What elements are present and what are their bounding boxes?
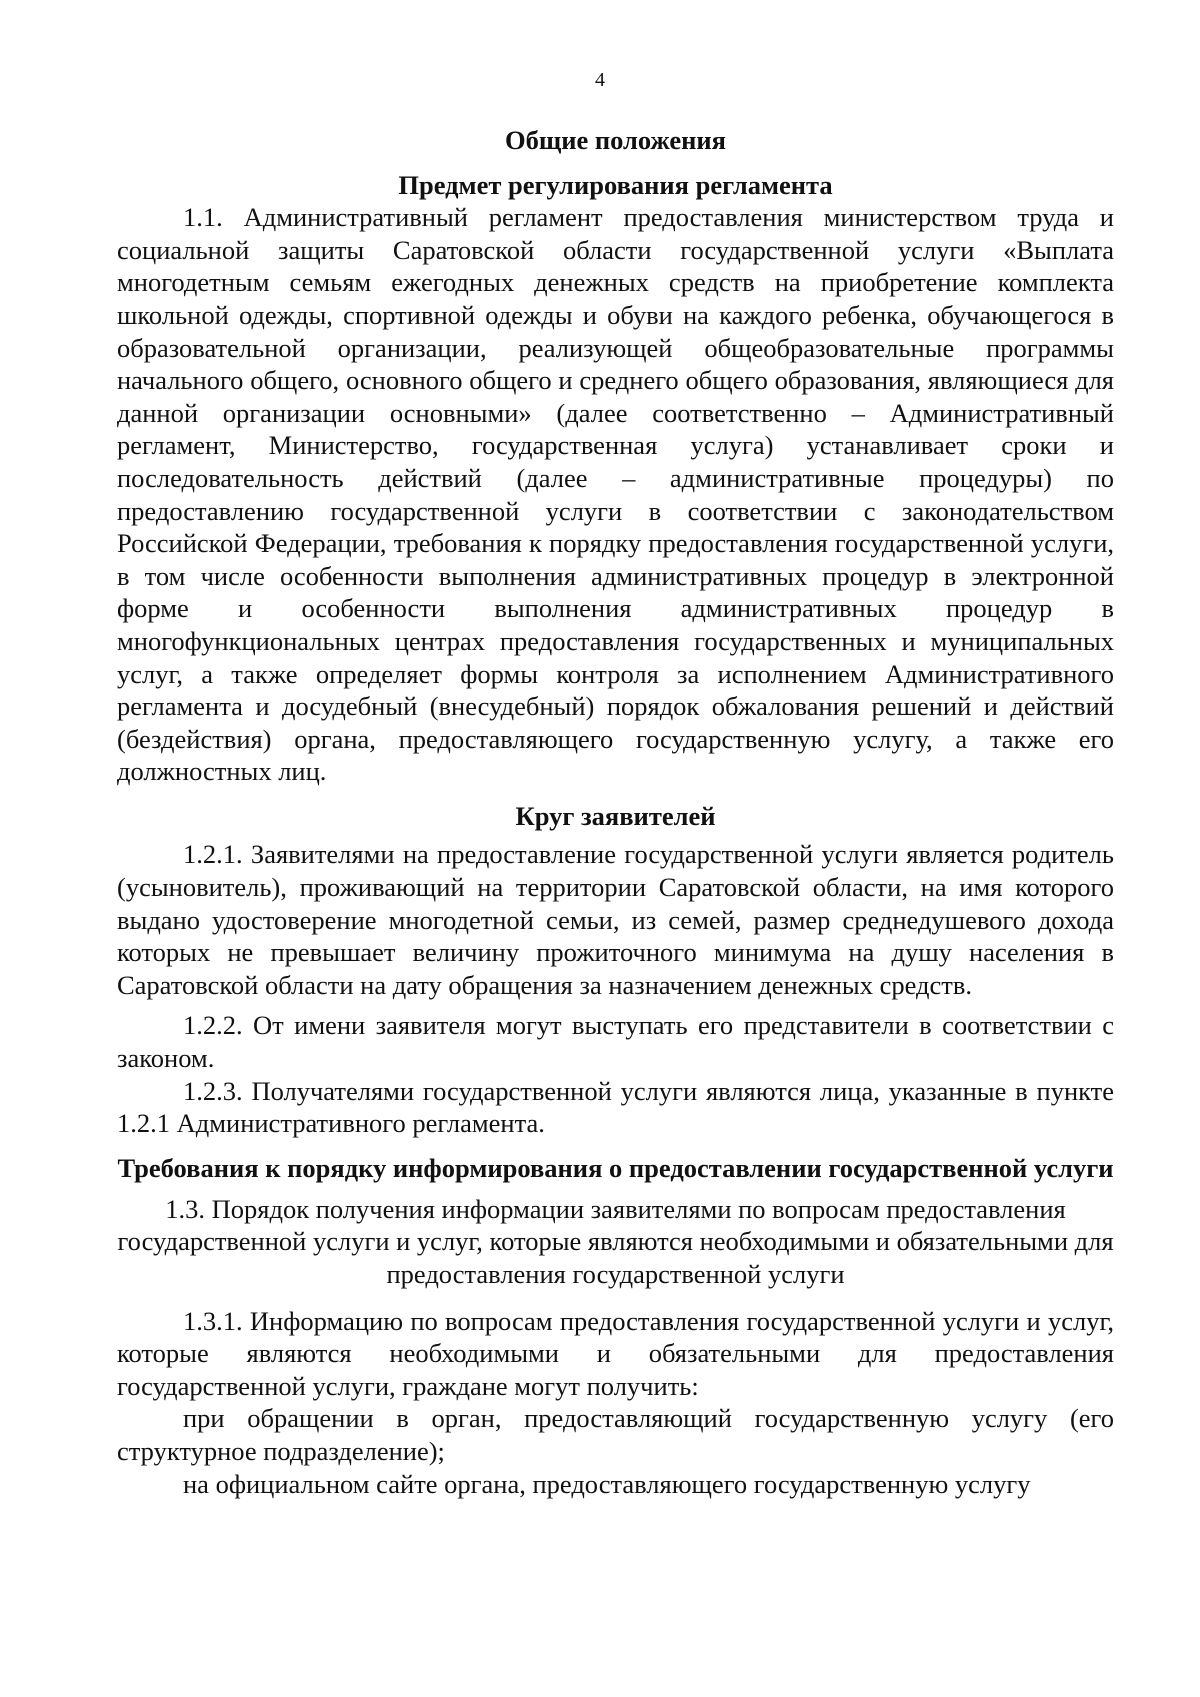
paragraph-official-site: на официальном сайте органа, предоставляющего государственную услугу [183,1468,1031,1499]
heading-applicants: Круг заявителей [515,800,716,831]
paragraph-1-3-1: 1.3.1. Информацию по вопросам предоставления государственной услуги и услуг, которые являются необходимыми и обязательными для предоставления государственной услуги, граждане могут получить: [117,1305,1114,1401]
paragraph-1-2-3: 1.2.3. Получателями государственной услуги являются лица, указанные в пункте 1.2.1 Административного регламента. [117,1075,1114,1139]
paragraph-1-1: 1.1. Административный регламент предоставления министерством труда и социальной защиты Саратовской области государственной услуги «Выплата многодетным семьям ежегодных денежных средств на приобретение комплекта школьной одежды, спортивной одежды и обуви на каждого ребенка, обучающегося в образовательной организации, реализующей общеобразовательные программы начального общего, основного общего и среднего общего образования, являющиеся для данной организации основными» (далее соответственно – Административный регламент, Министерство, государственная услуга) устанавливает сроки и последовательность действий (далее – административные процедуры) по предоставлению государственной услуги в соответствии с законодательством Российской Федерации, требования к порядку предоставления государственной услуги, в том числе особенности выполнения административных процедур в электронной форме и особенности выполнения административных процедур в многофункциональных центрах предоставления государственных и муниципальных услуг, а также определяет формы контроля за исполнением Административного регламента и досудебный (внесудебный) порядок обжалования решений и действий (бездействия) органа, предоставляющего государственную услугу, а также его должностных лиц. [117,202,1114,787]
page-number: 4 [595,69,605,91]
paragraph-1-2-1: 1.2.1. Заявителями на предоставление государственной услуги является родитель (усыновитель), проживающий на территории Саратовской области, на имя которого выдано удостоверение многодетной семьи, из семей, размер среднедушевого дохода которых не превышает величину прожиточного минимума на душу населения в Саратовской области на дату обращения за назначением денежных средств. [117,839,1114,1000]
subheading-1-3: 1.3. Порядок получения информации заявителями по вопросам предоставления государственной услуги и услуг, которые являются необходимыми и обязательными для предоставления государственной услуги [117,1193,1114,1289]
paragraph-organ-contact: при обращении в орган, предоставляющий государственную услугу (его структурное подразделение); [117,1403,1114,1466]
heading-information-requirements: Требования к порядку информирования о предоставлении государственной услуги [117,1152,1114,1183]
paragraph-1-2-2: 1.2.2. От имени заявителя могут выступать его представители в соответствии с законом. [117,1010,1114,1074]
document-body [117,124,1114,1500]
heading-general-provisions: Общие положения [504,125,727,155]
heading-regulation-subject: Предмет регулирования регламента [398,169,833,200]
